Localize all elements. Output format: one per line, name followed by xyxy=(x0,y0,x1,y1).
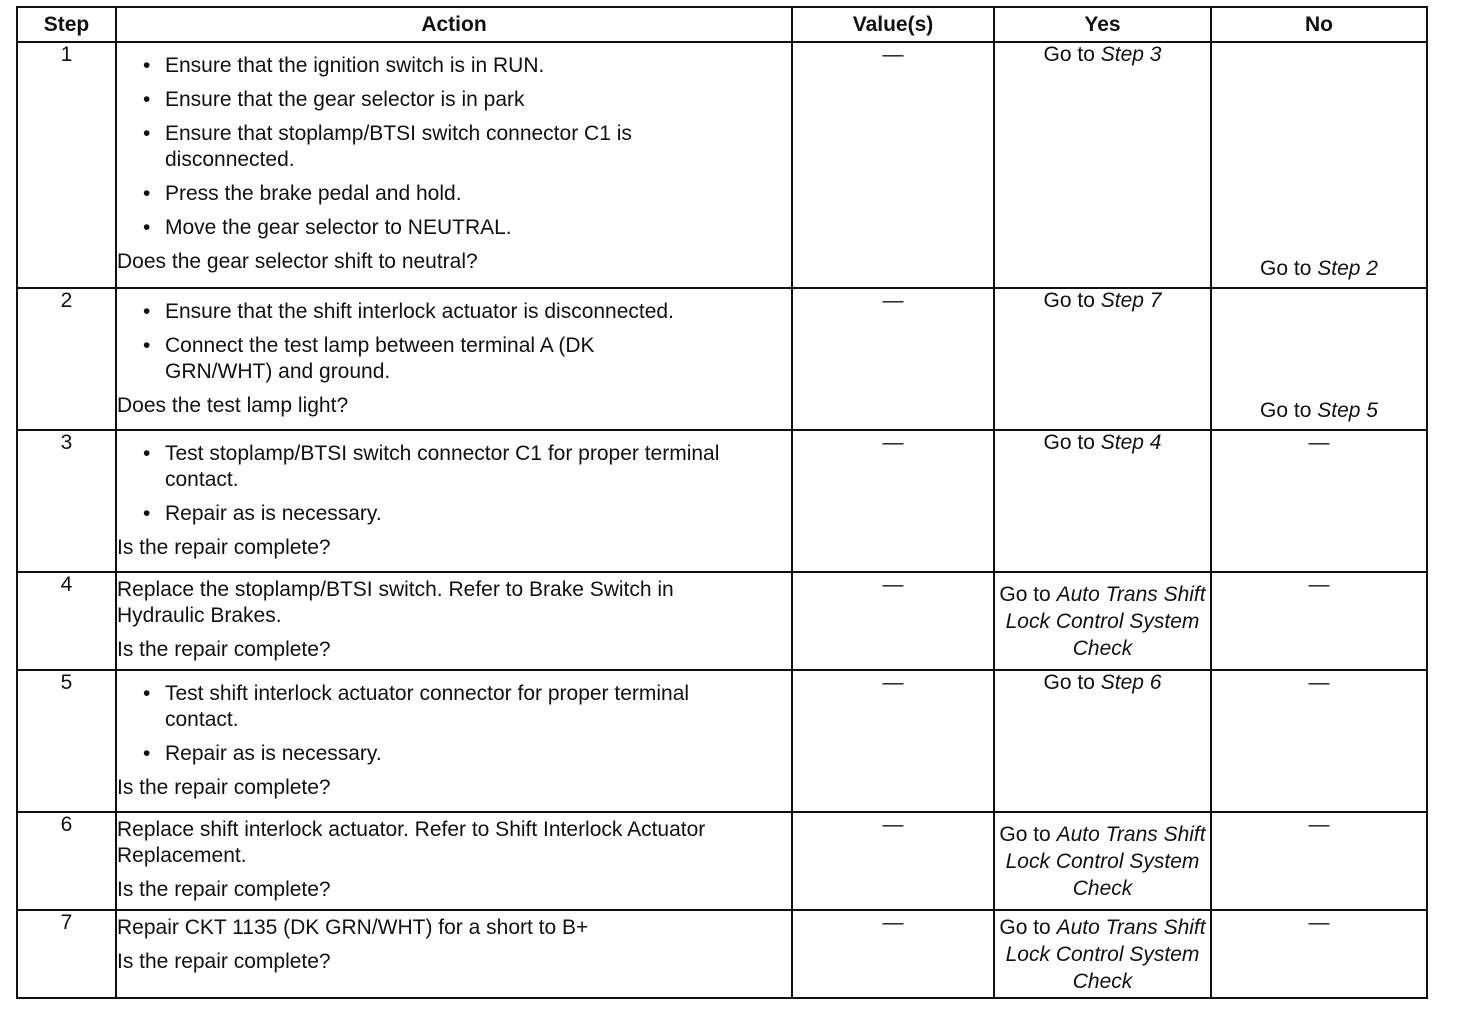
yes-target: Step 3 xyxy=(1100,43,1162,66)
value-cell: — xyxy=(792,42,994,288)
header-step: Step xyxy=(17,7,116,42)
yes-cell xyxy=(994,670,1211,812)
no-cell: — xyxy=(1211,430,1427,572)
no-target: Step 2 xyxy=(1317,257,1378,280)
yes-target: Auto Trans Shift Lock Control System Check xyxy=(1005,582,1206,660)
action-cell xyxy=(116,572,792,670)
header-action: Action xyxy=(116,7,792,42)
value-cell: — xyxy=(792,812,994,910)
yes-cell xyxy=(994,288,1211,430)
go-to-label: Go to xyxy=(1043,671,1095,694)
no-target: Step 5 xyxy=(1317,399,1378,422)
action-item: • Connect the test lamp between terminal A (DK GRN/WHT) and ground. xyxy=(117,333,791,385)
action-list xyxy=(117,299,791,385)
action-question: Does the test lamp light? xyxy=(117,394,349,417)
action-question: Is the repair complete? xyxy=(117,950,331,973)
no-cell xyxy=(1211,42,1427,288)
action-item: • Ensure that the ignition switch is in RUN. xyxy=(117,53,791,79)
step-number: 5 xyxy=(17,670,116,812)
yes-cell xyxy=(994,572,1211,670)
yes-cell xyxy=(994,910,1211,998)
action-text: Replace shift interlock actuator. Refer to Shift Interlock Actuator Replacement. xyxy=(117,818,706,867)
action-cell xyxy=(116,288,792,430)
action-item: • Ensure that stoplamp/BTSI switch connector C1 is disconnected. xyxy=(117,121,791,173)
value-cell: — xyxy=(792,910,994,998)
action-list xyxy=(117,441,791,527)
step-number: 3 xyxy=(17,430,116,572)
diagnostic-table xyxy=(16,6,1428,999)
yes-cell xyxy=(994,430,1211,572)
step-number: 6 xyxy=(17,812,116,910)
no-cell: — xyxy=(1211,572,1427,670)
yes-target: Step 7 xyxy=(1100,289,1162,312)
action-list xyxy=(117,53,791,241)
action-item: • Test shift interlock actuator connector for proper terminal contact. xyxy=(117,681,791,733)
action-cell xyxy=(116,430,792,572)
go-to-label: Go to xyxy=(1260,257,1312,280)
no-cell: — xyxy=(1211,812,1427,910)
header-no: No xyxy=(1211,7,1427,42)
yes-target: Auto Trans Shift Lock Control System Check xyxy=(1005,822,1206,900)
action-text: Replace the stoplamp/BTSI switch. Refer to Brake Switch in Hydraulic Brakes. xyxy=(117,578,674,627)
action-cell xyxy=(116,910,792,998)
action-list xyxy=(117,681,791,767)
action-cell xyxy=(116,670,792,812)
table-row xyxy=(17,670,1427,812)
yes-target: Auto Trans Shift Lock Control System Check xyxy=(1005,915,1206,993)
table-row xyxy=(17,812,1427,910)
no-cell: — xyxy=(1211,670,1427,812)
action-question: Is the repair complete? xyxy=(117,776,331,799)
no-cell xyxy=(1211,288,1427,430)
header-row xyxy=(17,7,1427,42)
action-question: Is the repair complete? xyxy=(117,638,331,661)
value-cell: — xyxy=(792,670,994,812)
action-question: Does the gear selector shift to neutral? xyxy=(117,250,478,273)
go-to-label: Go to xyxy=(1260,399,1312,422)
table-row xyxy=(17,910,1427,998)
value-cell: — xyxy=(792,572,994,670)
action-item: • Move the gear selector to NEUTRAL. xyxy=(117,215,791,241)
step-number: 7 xyxy=(17,910,116,998)
value-cell: — xyxy=(792,430,994,572)
go-to-label: Go to xyxy=(1043,43,1095,66)
yes-target: Step 4 xyxy=(1100,431,1162,454)
action-item: • Repair as is necessary. xyxy=(117,501,791,527)
action-question: Is the repair complete? xyxy=(117,878,331,901)
action-cell xyxy=(116,812,792,910)
go-to-label: Go to xyxy=(999,822,1051,846)
step-number: 2 xyxy=(17,288,116,430)
go-to-label: Go to xyxy=(999,582,1051,606)
action-text: Repair CKT 1135 (DK GRN/WHT) for a short to B+ xyxy=(117,916,589,939)
yes-cell xyxy=(994,42,1211,288)
action-item: • Ensure that the gear selector is in park xyxy=(117,87,791,113)
go-to-label: Go to xyxy=(1043,289,1095,312)
yes-target: Step 6 xyxy=(1100,671,1162,694)
action-item: • Press the brake pedal and hold. xyxy=(117,181,791,207)
no-cell: — xyxy=(1211,910,1427,998)
header-yes: Yes xyxy=(994,7,1211,42)
action-question: Is the repair complete? xyxy=(117,536,331,559)
header-values: Value(s) xyxy=(792,7,994,42)
action-item: • Test stoplamp/BTSI switch connector C1 for proper terminal contact. xyxy=(117,441,791,493)
action-cell xyxy=(116,42,792,288)
yes-cell xyxy=(994,812,1211,910)
value-cell: — xyxy=(792,288,994,430)
table-row xyxy=(17,288,1427,430)
table-row xyxy=(17,572,1427,670)
step-number: 1 xyxy=(17,42,116,288)
action-item: • Repair as is necessary. xyxy=(117,741,791,767)
table-row xyxy=(17,430,1427,572)
table-row xyxy=(17,42,1427,288)
step-number: 4 xyxy=(17,572,116,670)
go-to-label: Go to xyxy=(1043,431,1095,454)
action-item: • Ensure that the shift interlock actuator is disconnected. xyxy=(117,299,791,325)
go-to-label: Go to xyxy=(999,915,1051,939)
